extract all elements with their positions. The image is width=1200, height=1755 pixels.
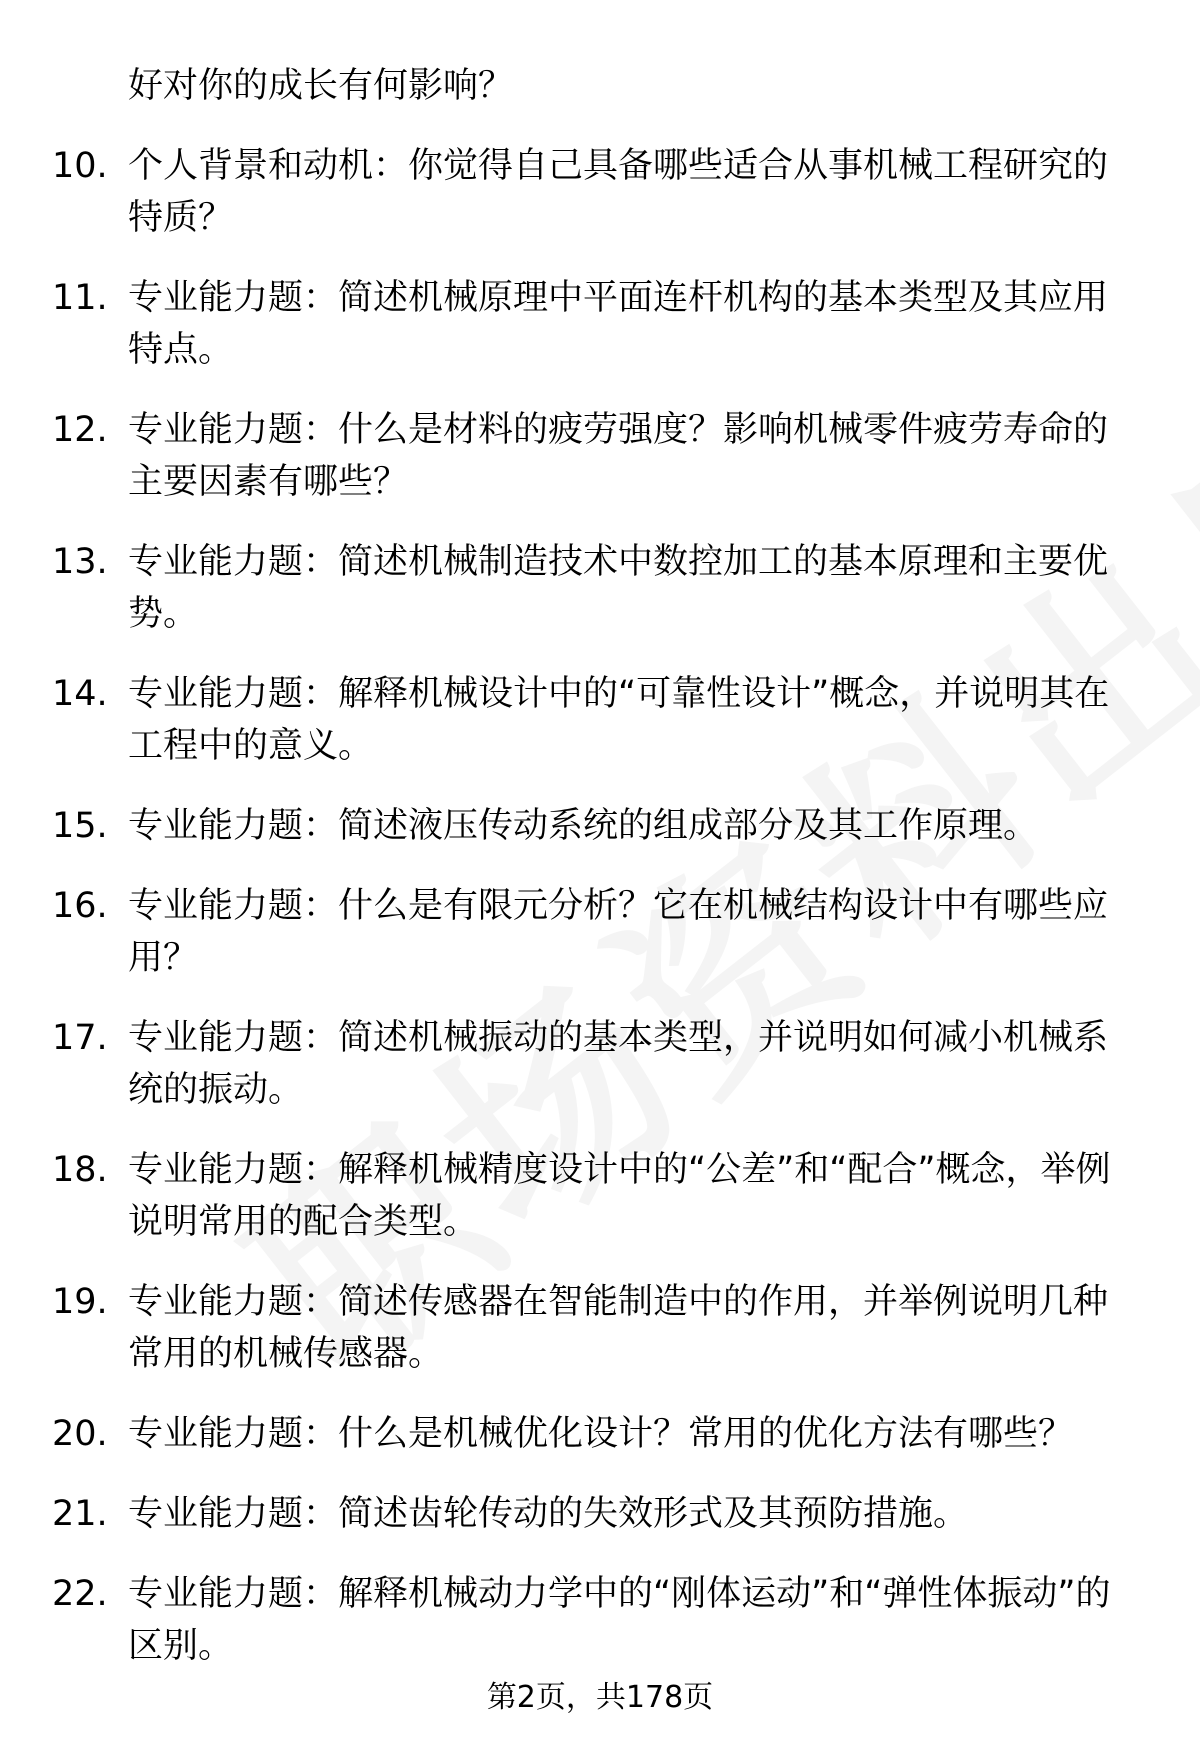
question-item [0, 140, 1200, 244]
question-number: 16. [52, 886, 108, 926]
question-number: 10. [52, 146, 108, 186]
question-number: 11. [52, 278, 108, 318]
question-number: 17. [52, 1018, 108, 1058]
question-text: 专业能力题：简述机械原理中平面连杆机构的基本类型及其应用特点。 [128, 278, 1109, 370]
question-number: 14. [52, 674, 108, 714]
question-item [0, 1144, 1200, 1248]
question-item [0, 404, 1200, 508]
question-item [0, 880, 1200, 984]
question-text: 个人背景和动机：你觉得自己具备哪些适合从事机械工程研究的特质？ [128, 146, 1109, 238]
question-item [0, 1488, 1200, 1540]
question-item [0, 536, 1200, 640]
question-number: 20. [52, 1414, 108, 1454]
question-number: 12. [52, 410, 108, 450]
continuation-text: 好对你的成长有何影响？ [128, 66, 514, 106]
question-item [0, 1568, 1200, 1672]
question-number: 21. [52, 1494, 108, 1534]
question-item [0, 1276, 1200, 1380]
question-text: 专业能力题：简述机械振动的基本类型，并说明如何减小机械系统的振动。 [128, 1018, 1109, 1110]
question-number: 22. [52, 1574, 108, 1614]
question-text: 专业能力题：简述机械制造技术中数控加工的基本原理和主要优势。 [128, 542, 1109, 634]
question-item [0, 272, 1200, 376]
question-text: 专业能力题：什么是机械优化设计？常用的优化方法有哪些？ [128, 1414, 1074, 1454]
question-text: 专业能力题：解释机械精度设计中的“公差”和“配合”概念，举例说明常用的配合类型。 [128, 1150, 1111, 1242]
question-text: 专业能力题：什么是材料的疲劳强度？影响机械零件疲劳寿命的主要因素有哪些？ [128, 410, 1109, 502]
question-text: 专业能力题：简述传感器在智能制造中的作用，并举例说明几种常用的机械传感器。 [128, 1282, 1109, 1374]
question-item [0, 668, 1200, 772]
question-number: 15. [52, 806, 108, 846]
question-list [0, 140, 1200, 1700]
question-item [0, 800, 1200, 852]
question-text: 专业能力题：简述齿轮传动的失效形式及其预防措施。 [128, 1494, 969, 1534]
question-item [0, 1408, 1200, 1460]
question-item [0, 1012, 1200, 1116]
question-number: 13. [52, 542, 108, 582]
page-footer: 第2页，共178页 [486, 1680, 714, 1715]
question-text: 专业能力题：解释机械动力学中的“刚体运动”和“弹性体振动”的区别。 [128, 1574, 1111, 1666]
question-number: 19. [52, 1282, 108, 1322]
question-text: 专业能力题：简述液压传动系统的组成部分及其工作原理。 [128, 806, 1039, 846]
question-number: 18. [52, 1150, 108, 1190]
question-text: 专业能力题：解释机械设计中的“可靠性设计”概念，并说明其在工程中的意义。 [128, 674, 1110, 766]
question-text: 专业能力题：什么是有限元分析？它在机械结构设计中有哪些应用？ [128, 886, 1109, 978]
